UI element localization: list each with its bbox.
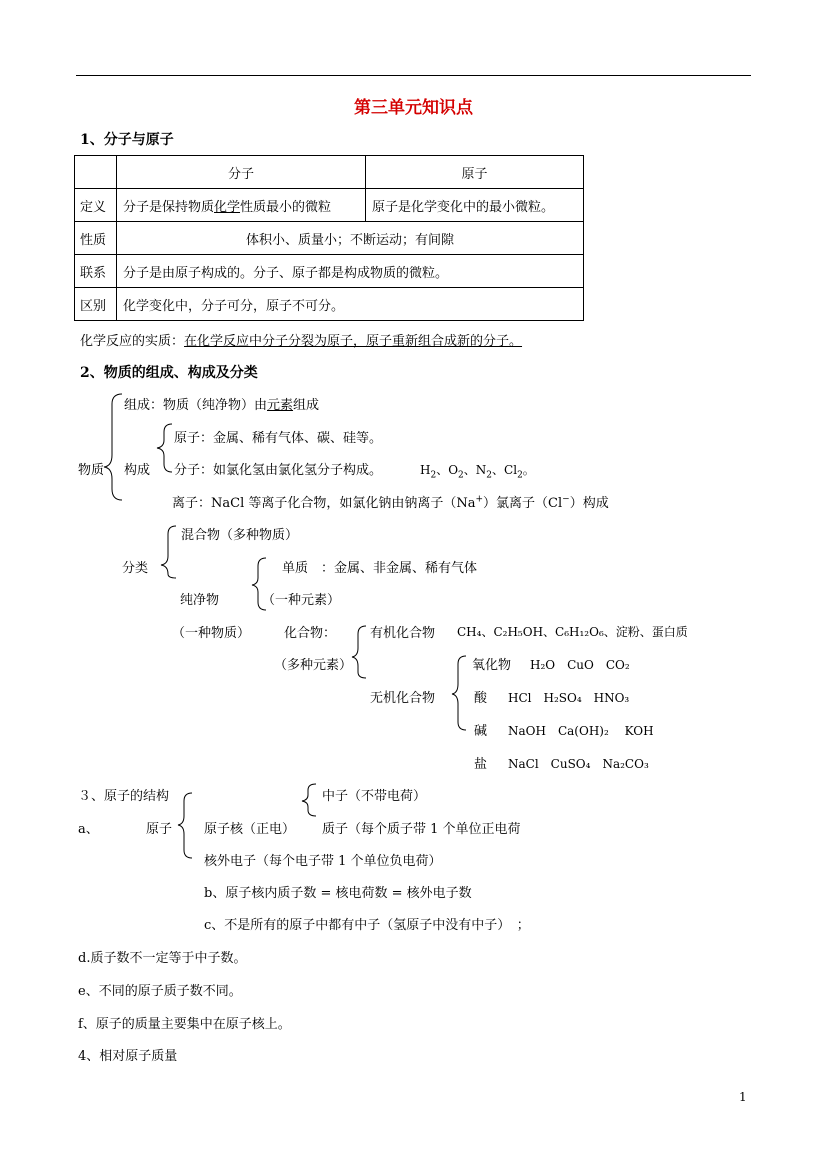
composition-pre: 组成：物质（纯净物）由 <box>124 398 268 413</box>
one-substance-label: （一种物质） <box>172 626 251 641</box>
classify-brace <box>161 526 176 578</box>
one-element-label: （一种元素） <box>262 593 341 608</box>
ion-line <box>172 492 609 511</box>
molecule-def-underlined: 化学 <box>214 199 241 215</box>
ion-mid: ）氯离子（Cl <box>483 496 563 511</box>
formula-sub: 2 <box>458 470 464 481</box>
item-c: c、不是所有的原子中都有中子（氢原子中没有中子） ； <box>204 918 530 933</box>
base-examples: NaOH Ca(OH)₂ KOH <box>508 724 654 738</box>
formula-sub: 2 <box>486 470 493 481</box>
matter-brace <box>104 394 122 500</box>
atom-brace <box>178 793 192 858</box>
electron-label: 核外电子（每个电子带 1 个单位负电荷） <box>204 854 442 869</box>
atom-definition: 原子是化学变化中的最小微粒。 <box>366 189 584 222</box>
formula-n: 、N <box>463 463 487 477</box>
ion-pre: 离子：NaCl 等离子化合物，如氯化钠由钠离子（Na <box>172 496 476 511</box>
composition-line <box>124 394 319 413</box>
row-label: 性质 <box>75 222 117 255</box>
atom-line: 原子：金属、稀有气体、碳、硅等。 <box>174 431 383 446</box>
inorganic-brace <box>452 656 466 730</box>
formula-sub: 2 <box>430 470 437 481</box>
compound-brace <box>352 626 366 678</box>
document-title: 第三单元知识点 <box>354 98 473 118</box>
formula-sub: 2 <box>517 470 523 481</box>
header-atom: 原子 <box>366 156 584 189</box>
difference-cell: 化学变化中，分子可分，原子不可分。 <box>117 288 584 321</box>
atom-label: 原子 <box>146 822 173 837</box>
acid-examples: HCl H₂SO₄ HNO₃ <box>508 691 630 705</box>
pure-label: 纯净物 <box>180 593 220 608</box>
salt-label: 盐 <box>474 757 488 772</box>
molecule-def-post: 性质最小的微粒 <box>240 199 332 215</box>
composition-element: 元素 <box>267 398 294 413</box>
structure-brace <box>157 424 172 472</box>
mixture-label: 混合物（多种物质） <box>181 528 299 543</box>
molecule-line: 分子：如氯化氢由氯化氢分子构成。 <box>174 463 383 478</box>
composition-post: 组成 <box>293 398 320 413</box>
base-label: 碱 <box>474 724 488 739</box>
organic-label: 有机化合物 <box>370 626 436 641</box>
ion-charge-minus: − <box>562 494 570 505</box>
row-label: 区别 <box>75 288 117 321</box>
classify-label: 分类 <box>122 561 149 576</box>
item-b: b、原子核内质子数 = 核电荷数 = 核外电子数 <box>204 886 472 901</box>
compound-label: 化合物： <box>284 626 337 641</box>
row-label: 联系 <box>75 255 117 288</box>
formula-h: H <box>420 463 431 477</box>
acid-label: 酸 <box>474 691 488 706</box>
section-1-heading: 1、分子与原子 <box>80 132 174 148</box>
molecule-def-pre: 分子是保持物质 <box>123 199 215 215</box>
item-e: e、不同的原子质子数不同。 <box>78 984 242 999</box>
page-number: 1 <box>739 1090 747 1104</box>
neutron-label: 中子（不带电荷） <box>322 789 427 804</box>
nucleus-brace <box>302 784 316 816</box>
item-a-label: a、 <box>78 822 99 837</box>
formula-cl: 、Cl <box>492 463 518 477</box>
multi-element-label: （多种元素） <box>274 658 353 673</box>
item-d: d.质子数不一定等于中子数。 <box>78 951 247 966</box>
salt-examples: NaCl CuSO₄ Na₂CO₃ <box>508 757 649 771</box>
inorganic-label: 无机化合物 <box>370 691 436 706</box>
element-substance-line: 单质 ：金属、非金属、稀有气体 <box>282 561 478 576</box>
ion-charge-plus: + <box>475 494 484 505</box>
oxide-examples: H₂O CuO CO₂ <box>530 658 630 672</box>
relation-cell: 分子是由原子构成的。分子、原子都是构成物质的微粒。 <box>117 255 584 288</box>
row-label: 定义 <box>75 189 117 222</box>
nucleus-label: 原子核（正电） <box>204 822 296 837</box>
essence-label: 化学反应的实质： <box>80 334 185 349</box>
essence-text: 在化学反应中分子分裂为原子，原子重新组合成新的分子。 <box>184 334 523 349</box>
formula-o: 、O <box>436 463 459 477</box>
section-3-heading: ３、原子的结构 <box>78 789 170 804</box>
oxide-label: 氧化物 <box>472 658 512 673</box>
proton-label: 质子（每个质子带 1 个单位正电荷 <box>322 822 521 837</box>
organic-examples: CH₄、C₂H₅OH、C₆H₁₂O₆、淀粉、蛋白质 <box>457 625 688 639</box>
section-2-heading: 2、物质的组成、构成及分类 <box>80 365 258 381</box>
molecule-formulas <box>420 461 535 480</box>
ion-post: ）构成 <box>569 496 609 511</box>
item-f: f、原子的质量主要集中在原子核上。 <box>78 1017 291 1032</box>
structure-label: 构成 <box>124 463 151 478</box>
formula-end: 。 <box>522 463 535 477</box>
properties-cell: 体积小、质量小；不断运动；有间隙 <box>117 222 584 255</box>
header-molecule: 分子 <box>117 156 366 189</box>
section-4-heading: 4、相对原子质量 <box>78 1049 178 1064</box>
matter-label: 物质 <box>78 463 105 478</box>
